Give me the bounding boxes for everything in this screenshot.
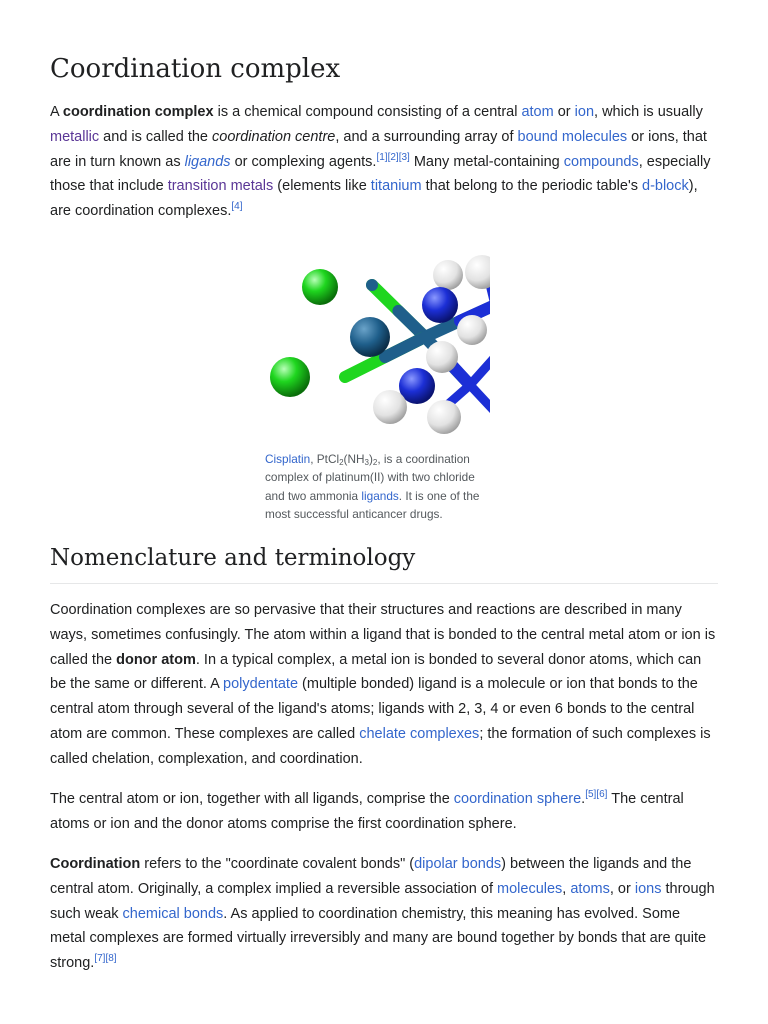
page-title: Coordination complex [50,54,341,84]
link-ligands[interactable] [185,154,231,170]
citation-5-6[interactable]: [5][6] [585,789,608,800]
nitrogen-atom [422,287,458,323]
text: through such weak [50,880,715,922]
figure-caption [265,450,490,523]
link-compounds[interactable]: compounds [563,153,639,170]
text: A [50,104,63,120]
link-d-block[interactable]: d-block [642,178,689,195]
text: ) between the ligands and the central atom. Originally, a complex implied a reversible association of [50,856,692,897]
bold-term: donor atom [116,651,196,668]
link-dipolar-bonds[interactable]: dipolar bonds [414,856,502,872]
link-text: ligands [184,153,231,170]
text: The central atom or ion, together with all ligands, comprise the [50,791,454,807]
text: , [562,880,571,897]
platinum-atom [350,317,390,357]
text: refers to the "coordinate covalent bonds" ( [140,856,415,872]
link-polydentate[interactable]: polydentate [223,676,299,693]
link-metallic[interactable]: metallic [50,128,100,145]
hydrogen-atom [433,260,463,290]
text: (NH [343,452,365,466]
section-paragraph-2 [50,787,718,837]
link-ion[interactable]: ion [574,104,595,120]
text: (elements like [273,178,371,195]
hydrogen-atom [426,341,458,373]
text: (multiple bonded) ligand is a molecule or ion that bonds to the central atom through several of the ligand's atoms; ligands with 2, 3, 4 or even 6 bonds to the central atom are common. These complexes are called [50,676,698,742]
subscript: 2 [372,458,378,467]
link-cisplatin[interactable]: Cisplatin [265,452,311,466]
intro-paragraph [50,100,718,224]
cisplatin-molecule-image [265,250,490,445]
text: or ions, that are in turn known as [50,128,707,170]
text: , which is usually [594,104,703,120]
hydrogen-atom [465,255,490,289]
text: ) [368,452,373,466]
bold-term: coordination complex [62,104,214,120]
text: ; the formation of such complexes is called chelation, complexation, and coordination. [50,725,711,767]
section-paragraph-1 [50,598,718,772]
link-ligands-caption[interactable]: ligands [361,488,399,503]
text: is a chemical compound consisting of a central [213,104,522,120]
hydrogen-atom [457,315,487,345]
text: , PtCl [310,452,340,466]
citation-7-8[interactable]: [7][8] [94,953,117,965]
chlorine-atom [270,357,310,397]
text: or [553,104,575,120]
text: , and a surrounding array of [335,128,518,145]
subscript: 3 [364,458,369,467]
subscript: 2 [339,458,344,467]
text: . [581,791,586,807]
text: , especially those that include [50,153,711,195]
link-chemical-bonds[interactable]: chemical bonds [122,905,224,922]
text: ), are coordination complexes. [50,178,698,220]
link-titanium[interactable]: titanium [370,178,422,195]
link-atoms[interactable]: atoms [570,880,610,897]
link-bound-molecules[interactable]: bound molecules [517,128,628,145]
link-chelate-complexes[interactable]: chelate complexes [359,725,480,742]
text: The central atoms or ion and the donor atoms comprise the first coordination sphere. [50,791,684,832]
text: . It is one of the most successful anticancer drugs. [265,488,480,521]
text: Coordination complexes are so pervasive that their structures and reactions are described in many ways, sometimes confusingly. The atom within a ligand that is bonded to the central metal atom or ion is called the [50,602,716,668]
chlorine-atom [302,269,338,305]
text: that belong to the periodic table's [421,178,642,195]
text: , is a coordination complex of platinum(II) with two chloride and two ammonia [265,452,475,503]
hydrogen-atom [373,390,407,424]
link-coordination-sphere[interactable]: coordination sphere [453,791,582,807]
citation-4[interactable]: [4] [231,201,243,213]
link-transition-metals[interactable]: transition metals [167,178,274,195]
link-ions[interactable]: ions [634,880,662,897]
hydrogen-atom [427,400,461,434]
citation-1-3[interactable]: [1][2][3] [376,151,410,163]
text: and is called the [99,128,213,145]
text: , or [609,880,635,897]
italic-term: coordination centre [212,128,336,145]
section-paragraph-3 [50,852,718,976]
text: . As applied to coordination chemistry, this meaning has evolved. Some metal complexes are formed virtually irreversibly and many are bound together by bonds that are quite strong. [50,905,707,972]
text: or complexing agents. [230,153,377,170]
text: Many metal-containing [409,153,564,170]
link-molecules[interactable]: molecules [497,880,563,897]
bold-term: Coordination [50,856,141,872]
text: . In a typical complex, a metal ion is bonded to several donor atoms, which can be the same or different. A [50,651,702,693]
link-atom[interactable]: atom [521,104,554,120]
atoms [270,255,490,434]
section-heading: Nomenclature and terminology [50,545,718,584]
cisplatin-figure[interactable] [265,250,490,445]
